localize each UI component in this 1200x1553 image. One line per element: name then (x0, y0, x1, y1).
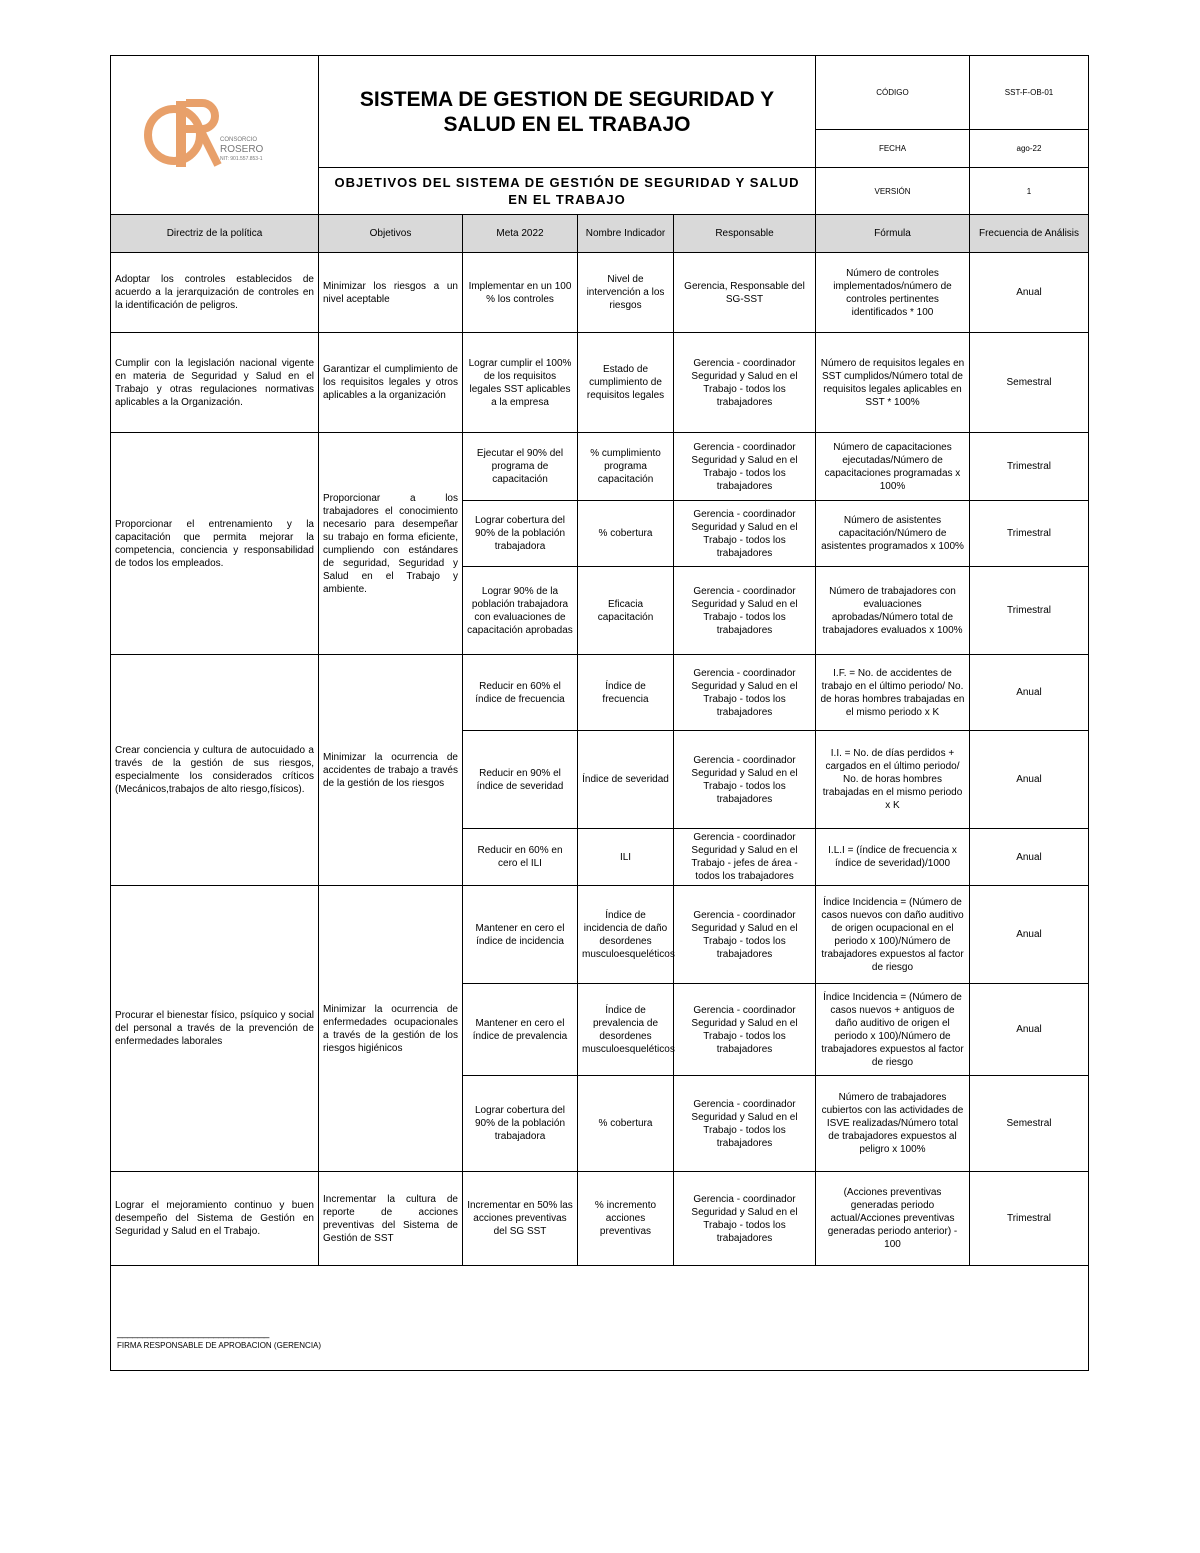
company-logo (140, 91, 290, 175)
responsible: Gerencia - coordinador Seguridad y Salud en el Trabajo - todos los trabajadores (674, 501, 816, 567)
responsible: Gerencia - coordinador Seguridad y Salud en el Trabajo - todos los trabajadores (674, 984, 816, 1076)
analysis-frequency: Trimestral (970, 567, 1089, 655)
meta-value-version: 1 (970, 168, 1089, 215)
indicator-name: Eficacia capacitación (578, 567, 674, 655)
responsible: Gerencia - coordinador Seguridad y Salud en el Trabajo - jefes de área - todos los trabajadores (674, 829, 816, 886)
goal: Reducir en 60% en cero el ILI (463, 829, 578, 886)
formula: Índice Incidencia = (Número de casos nuevos con daño auditivo de origen ocupacional en el periodo x 100)/Número de trabajadores expuestos al factor de riesgo (816, 886, 970, 984)
goal: Lograr 90% de la población trabajadora con evaluaciones de capacitación aprobadas (463, 567, 578, 655)
responsible: Gerencia - coordinador Seguridad y Salud en el Trabajo - todos los trabajadores (674, 567, 816, 655)
logo-line2: ROSERO (219, 144, 263, 155)
responsible: Gerencia, Responsable del SG-SST (674, 253, 816, 333)
logo-cell (111, 56, 319, 215)
goal: Mantener en cero el índice de incidencia (463, 886, 578, 984)
table-row (111, 253, 1089, 333)
table-row (111, 886, 1089, 984)
goal: Lograr cobertura del 90% de la población trabajadora (463, 501, 578, 567)
formula: Número de capacitaciones ejecutadas/Número de capacitaciones programadas x 100% (816, 433, 970, 501)
table-row (111, 655, 1089, 731)
policy-directive: Proporcionar el entrenamiento y la capacitación que permita mejorar la competencia, conciencia y responsabilidad de todos los empleados. (111, 433, 319, 655)
formula: I.F. = No. de accidentes de trabajo en el último periodo/ No. de horas hombres trabajadas en el mismo periodo x K (816, 655, 970, 731)
signature-label: FIRMA RESPONSABLE DE APROBACION (GERENCIA) (117, 1341, 322, 1350)
goal: Lograr cumplir el 100% de los requisitos legales SST aplicables a la empresa (463, 333, 578, 433)
signature-row (111, 1266, 1089, 1371)
meta-label-date: FECHA (816, 130, 970, 168)
formula: Número de asistentes capacitación/Número de asistentes programados x 100% (816, 501, 970, 567)
indicator-name: Índice de incidencia de daño desordenes musculoesqueléticos (578, 886, 674, 984)
signature-line: ______________________________ (117, 1328, 269, 1339)
analysis-frequency: Anual (970, 655, 1089, 731)
responsible: Gerencia - coordinador Seguridad y Salud en el Trabajo - todos los trabajadores (674, 731, 816, 829)
goal: Lograr cobertura del 90% de la población trabajadora (463, 1076, 578, 1172)
responsible: Gerencia - coordinador Seguridad y Salud en el Trabajo - todos los trabajadores (674, 1076, 816, 1172)
indicator-name: Índice de severidad (578, 731, 674, 829)
responsible: Gerencia - coordinador Seguridad y Salud en el Trabajo - todos los trabajadores (674, 655, 816, 731)
policy-directive: Crear conciencia y cultura de autocuidado a través de la gestión de sus riesgos, especialmente los considerados críticos (Mecánicos,trabajos de alto riesgo,físicos). (111, 655, 319, 886)
table-row (111, 333, 1089, 433)
indicator-name: % cobertura (578, 501, 674, 567)
objectives-table (110, 214, 1089, 1371)
logo-nit: NIT: 901.557.853-1 (219, 156, 263, 162)
responsible: Gerencia - coordinador Seguridad y Salud en el Trabajo - todos los trabajadores (674, 1172, 816, 1266)
indicator-name: Índice de frecuencia (578, 655, 674, 731)
formula: (Acciones preventivas generadas periodo actual/Acciones preventivas generadas periodo anterior) - 100 (816, 1172, 970, 1266)
analysis-frequency: Semestral (970, 1076, 1089, 1172)
indicator-name: % incremento acciones preventivas (578, 1172, 674, 1266)
meta-label-code: CÓDIGO (816, 56, 970, 130)
analysis-frequency: Trimestral (970, 1172, 1089, 1266)
policy-directive: Lograr el mejoramiento continuo y buen desempeño del Sistema de Gestión en Seguridad y Salud en el Trabajo. (111, 1172, 319, 1266)
responsible: Gerencia - coordinador Seguridad y Salud en el Trabajo - todos los trabajadores (674, 433, 816, 501)
indicator-name: % cumplimiento programa capacitación (578, 433, 674, 501)
policy-directive: Adoptar los controles establecidos de acuerdo a la jerarquización de controles en la identificación de peligros. (111, 253, 319, 333)
column-header: Directriz de la política (111, 215, 319, 253)
meta-value-code: SST-F-OB-01 (970, 56, 1089, 130)
page-subtitle: OBJETIVOS DEL SISTEMA DE GESTIÓN DE SEGURIDAD Y SALUD EN EL TRABAJO (319, 168, 816, 215)
logo-line1: CONSORCIO (219, 137, 257, 143)
objective: Minimizar los riesgos a un nivel aceptable (319, 253, 463, 333)
column-header: Fórmula (816, 215, 970, 253)
objective: Garantizar el cumplimiento de los requisitos legales y otros aplicables a la organización (319, 333, 463, 433)
analysis-frequency: Semestral (970, 333, 1089, 433)
responsible: Gerencia - coordinador Seguridad y Salud en el Trabajo - todos los trabajadores (674, 886, 816, 984)
responsible: Gerencia - coordinador Seguridad y Salud en el Trabajo - todos los trabajadores (674, 333, 816, 433)
analysis-frequency: Trimestral (970, 433, 1089, 501)
policy-directive: Cumplir con la legislación nacional vigente en materia de Seguridad y Salud en el Trabajo y otras regulaciones normativas aplicables a la Organización. (111, 333, 319, 433)
objective: Incrementar la cultura de reporte de acciones preventivas del Sistema de Gestión de SST (319, 1172, 463, 1266)
formula: I.L.I = (índice de frecuencia x índice de severidad)/1000 (816, 829, 970, 886)
indicator-name: ILI (578, 829, 674, 886)
objective: Proporcionar a los trabajadores el conocimiento necesario para desempeñar su trabajo en forma eficiente, cumpliendo con estándares de seguridad, Seguridad y Salud en el Trabajo y ambiente. (319, 433, 463, 655)
table-row (111, 1172, 1089, 1266)
formula: Número de controles implementados/número de controles pertinentes identificados * 100 (816, 253, 970, 333)
analysis-frequency: Anual (970, 731, 1089, 829)
goal: Ejecutar el 90% del programa de capacitación (463, 433, 578, 501)
formula: Número de requisitos legales en SST cumplidos/Número total de requisitos legales aplicables en SST * 100% (816, 333, 970, 433)
page-title: SISTEMA DE GESTION DE SEGURIDAD Y SALUD EN EL TRABAJO (319, 56, 816, 168)
column-header: Frecuencia de Análisis (970, 215, 1089, 253)
indicator-name: % cobertura (578, 1076, 674, 1172)
column-header: Objetivos (319, 215, 463, 253)
signature-area (111, 1266, 1089, 1371)
policy-directive: Procurar el bienestar físico, psíquico y social del personal a través de la prevención de enfermedades laborales (111, 886, 319, 1172)
analysis-frequency: Anual (970, 829, 1089, 886)
table-row (111, 433, 1089, 501)
goal: Implementar en un 100 % los controles (463, 253, 578, 333)
analysis-frequency: Anual (970, 886, 1089, 984)
analysis-frequency: Anual (970, 253, 1089, 333)
goal: Incrementar en 50% las acciones preventivas del SG SST (463, 1172, 578, 1266)
formula: Número de trabajadores cubiertos con las actividades de ISVE realizadas/Número total de trabajadores expuestos al peligro x 100% (816, 1076, 970, 1172)
indicator-name: Índice de prevalencia de desordenes musculoesqueléticos (578, 984, 674, 1076)
formula: Número de trabajadores con evaluaciones aprobadas/Número total de trabajadores evaluados x 100% (816, 567, 970, 655)
goal: Reducir en 90% el índice de severidad (463, 731, 578, 829)
column-header: Responsable (674, 215, 816, 253)
indicator-name: Nivel de intervención a los riesgos (578, 253, 674, 333)
meta-label-version: VERSIÓN (816, 168, 970, 215)
analysis-frequency: Anual (970, 984, 1089, 1076)
column-header-row (111, 215, 1089, 253)
indicator-name: Estado de cumplimiento de requisitos legales (578, 333, 674, 433)
formula: I.I. = No. de días perdidos + cargados en el último periodo/ No. de horas hombres trabajadas en el mismo periodo x K (816, 731, 970, 829)
formula: Índice Incidencia = (Número de casos nuevos + antiguos de daño auditivo de origen el periodo x 100)/Número de trabajadores expuestos al factor de riesgo (816, 984, 970, 1076)
objective: Minimizar la ocurrencia de accidentes de trabajo a través de la gestión de los riesgos (319, 655, 463, 886)
meta-value-date: ago-22 (970, 130, 1089, 168)
goal: Reducir en 60% el índice de frecuencia (463, 655, 578, 731)
document-sheet (110, 55, 1088, 1371)
header-table (110, 55, 1089, 215)
column-header: Nombre Indicador (578, 215, 674, 253)
goal: Mantener en cero el índice de prevalencia (463, 984, 578, 1076)
objective: Minimizar la ocurrencia de enfermedades ocupacionales a través de la gestión de los riesgos higiénicos (319, 886, 463, 1172)
analysis-frequency: Trimestral (970, 501, 1089, 567)
column-header: Meta 2022 (463, 215, 578, 253)
